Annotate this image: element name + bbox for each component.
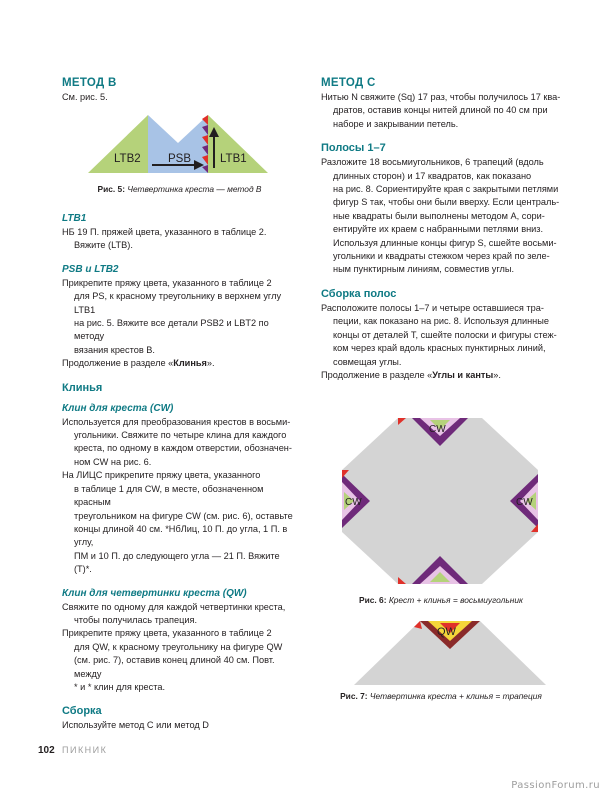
ltb1-line-1: НБ 19 П. пряжей цвета, указанного в таблице 2. <box>62 227 267 237</box>
method-c-line-1: Нитью N свяжите (Sq) 17 раз, чтобы получилось 17 ква- <box>321 92 561 102</box>
strip-assembly-line-5: совмещая углы. <box>333 356 402 367</box>
strip-assembly-line-4: ком через край вдоль красных пунктирных линий, <box>333 343 546 354</box>
cw-para2-line-3: треугольником на фигуре CW (см. рис. 6), оставьте <box>74 510 293 521</box>
strip-assembly-heading: Сборка полос <box>321 287 397 300</box>
cw-label-top: CW <box>429 424 446 435</box>
right-column <box>321 76 561 382</box>
cw-para2-line-2: в таблице 1 для CW, в месте, обозначенном красным <box>74 483 264 508</box>
psb-heading: PSB и LTB2 <box>62 263 119 275</box>
strips-line-9: ным пунктирным линиям, совместив углы. <box>333 264 515 275</box>
figure-6-caption: Рис. 6: Крест + клинья = восьмиугольник <box>359 595 523 605</box>
qw-para1-line-1: Свяжите по одному для каждой четвертинки креста, <box>62 601 286 612</box>
figure-7-caption: Рис. 7: Четвертинка креста + клинья = трапеция <box>340 691 542 701</box>
psb-label: PSB <box>168 153 192 165</box>
cw-heading: Клин для креста (CW) <box>62 402 174 414</box>
psb-continue: Продолжение в разделе «Клинья». <box>62 358 215 369</box>
figure-7-diagram <box>352 619 548 687</box>
method-b-text: См. рис. 5. <box>62 92 108 102</box>
cw-label-left: CW <box>345 497 362 508</box>
assembly-heading: Сборка <box>62 705 102 718</box>
strips-line-4: фигур S так, чтобы они были вверху. Если централь- <box>333 197 560 208</box>
qw-para2-line-1: Прикрепите пряжу цвета, указанного в таблице 2 <box>62 628 272 639</box>
method-c-line-2: дратов, оставив концы нитей длиной по 40 см при <box>333 105 548 116</box>
qw-para2-line-4: * и * клин для креста. <box>74 681 166 692</box>
method-c-heading: МЕТОД С <box>321 77 376 89</box>
strips-line-8: угольники и квадраты стежком через край по зеле- <box>333 251 550 262</box>
strip-assembly-line-1: Расположите полосы 1–7 и четыре оставшиеся тра- <box>321 302 544 313</box>
figure-5-diagram <box>88 113 268 175</box>
watermark: PassionForum.ru <box>511 780 600 791</box>
ltb1-heading: LTB1 <box>62 213 87 224</box>
left-column-body <box>62 212 297 733</box>
figure-6-diagram <box>340 416 540 586</box>
wedges-heading: Клинья <box>62 381 103 394</box>
strips-line-5: ные квадраты были выполнены методом А, сори- <box>333 210 545 221</box>
strip-assembly-line-2: пеции, как показано на рис. 8. Используя длинные <box>333 316 549 327</box>
strips-line-3: на рис. 8. Сориентируйте края с закрытыми петлями <box>333 184 559 195</box>
cw-para1-line-2: угольники. Свяжите по четыре клина для каждого <box>74 430 287 441</box>
cw-para2-line-4: концы длиной 40 см. *НбЛиц, 10 П. до угла, 1 П. в углу, <box>74 523 288 548</box>
strips-line-1: Разложите 18 восьмиугольников, 6 трапеций (вдоль <box>321 157 544 168</box>
cw-para1-line-4: ном CW на рис. 6. <box>74 456 152 467</box>
qw-para2-line-2: для QW, к красному треугольнику на фигуре QW <box>74 641 283 652</box>
psb-line-1: Прикрепите пряжу цвета, указанного в таблице 2 <box>62 277 272 288</box>
cw-para2-line-5: ПМ и 10 П. до следующего угла — 21 П. Вяжите (T)*. <box>74 550 280 575</box>
left-column <box>62 76 297 104</box>
strips-line-2: длинных сторон) и 17 квадратов, как показано <box>333 170 532 181</box>
strips-heading: Полосы 1–7 <box>321 142 386 155</box>
cw-para1-line-3: креста, по одному в каждом отверстии, обозначен- <box>74 443 292 454</box>
psb-line-4: вязания крестов В. <box>74 344 155 355</box>
psb-line-2: для PS, к красному треугольнику в верхнем углу LTB1 <box>74 291 282 315</box>
ltb1-label: LTB1 <box>220 153 247 165</box>
method-b-heading: МЕТОД B <box>62 77 117 89</box>
qw-label: QW <box>437 626 456 638</box>
ltb1-line-2: Вяжите (LTB). <box>74 240 133 251</box>
strips-line-7: Используя длинные концы фигур S, сшейте восьми- <box>333 237 557 248</box>
qw-heading: Клин для четвертинки креста (QW) <box>62 587 247 599</box>
strips-line-6: ентируйте их краем с набранными петлями вниз. <box>333 224 544 235</box>
qw-para1-line-2: чтобы получилась трапеция. <box>74 614 198 625</box>
page-number: 102 <box>38 745 55 756</box>
assembly-text: Используйте метод C или метод D <box>62 720 209 731</box>
method-c-line-3: наборе и закрывании петель. <box>333 118 459 129</box>
strip-assembly-line-3: концы от деталей T, сшейте полоски и фигуры стеж- <box>333 329 557 340</box>
figure-5-caption: Рис. 5: Четвертинка креста — метод В <box>97 184 262 194</box>
magazine-name: ПИКНИК <box>62 745 108 755</box>
cw-label-right: CW <box>516 497 533 508</box>
strip-assembly-continue: Продолжение в разделе «Углы и канты». <box>321 369 501 380</box>
cw-para2-line-1: На ЛИЦС прикрепите пряжу цвета, указанного <box>62 470 261 481</box>
cw-para1-line-1: Используется для преобразования крестов в восьми- <box>62 416 291 427</box>
psb-line-3: на рис. 5. Вяжите все детали PSB2 и LBT2 по методу <box>74 318 269 342</box>
qw-para2-line-3: (см. рис. 7), оставив конец длиной 40 см. Повт. между <box>74 655 275 679</box>
ltb2-label: LTB2 <box>114 153 141 165</box>
